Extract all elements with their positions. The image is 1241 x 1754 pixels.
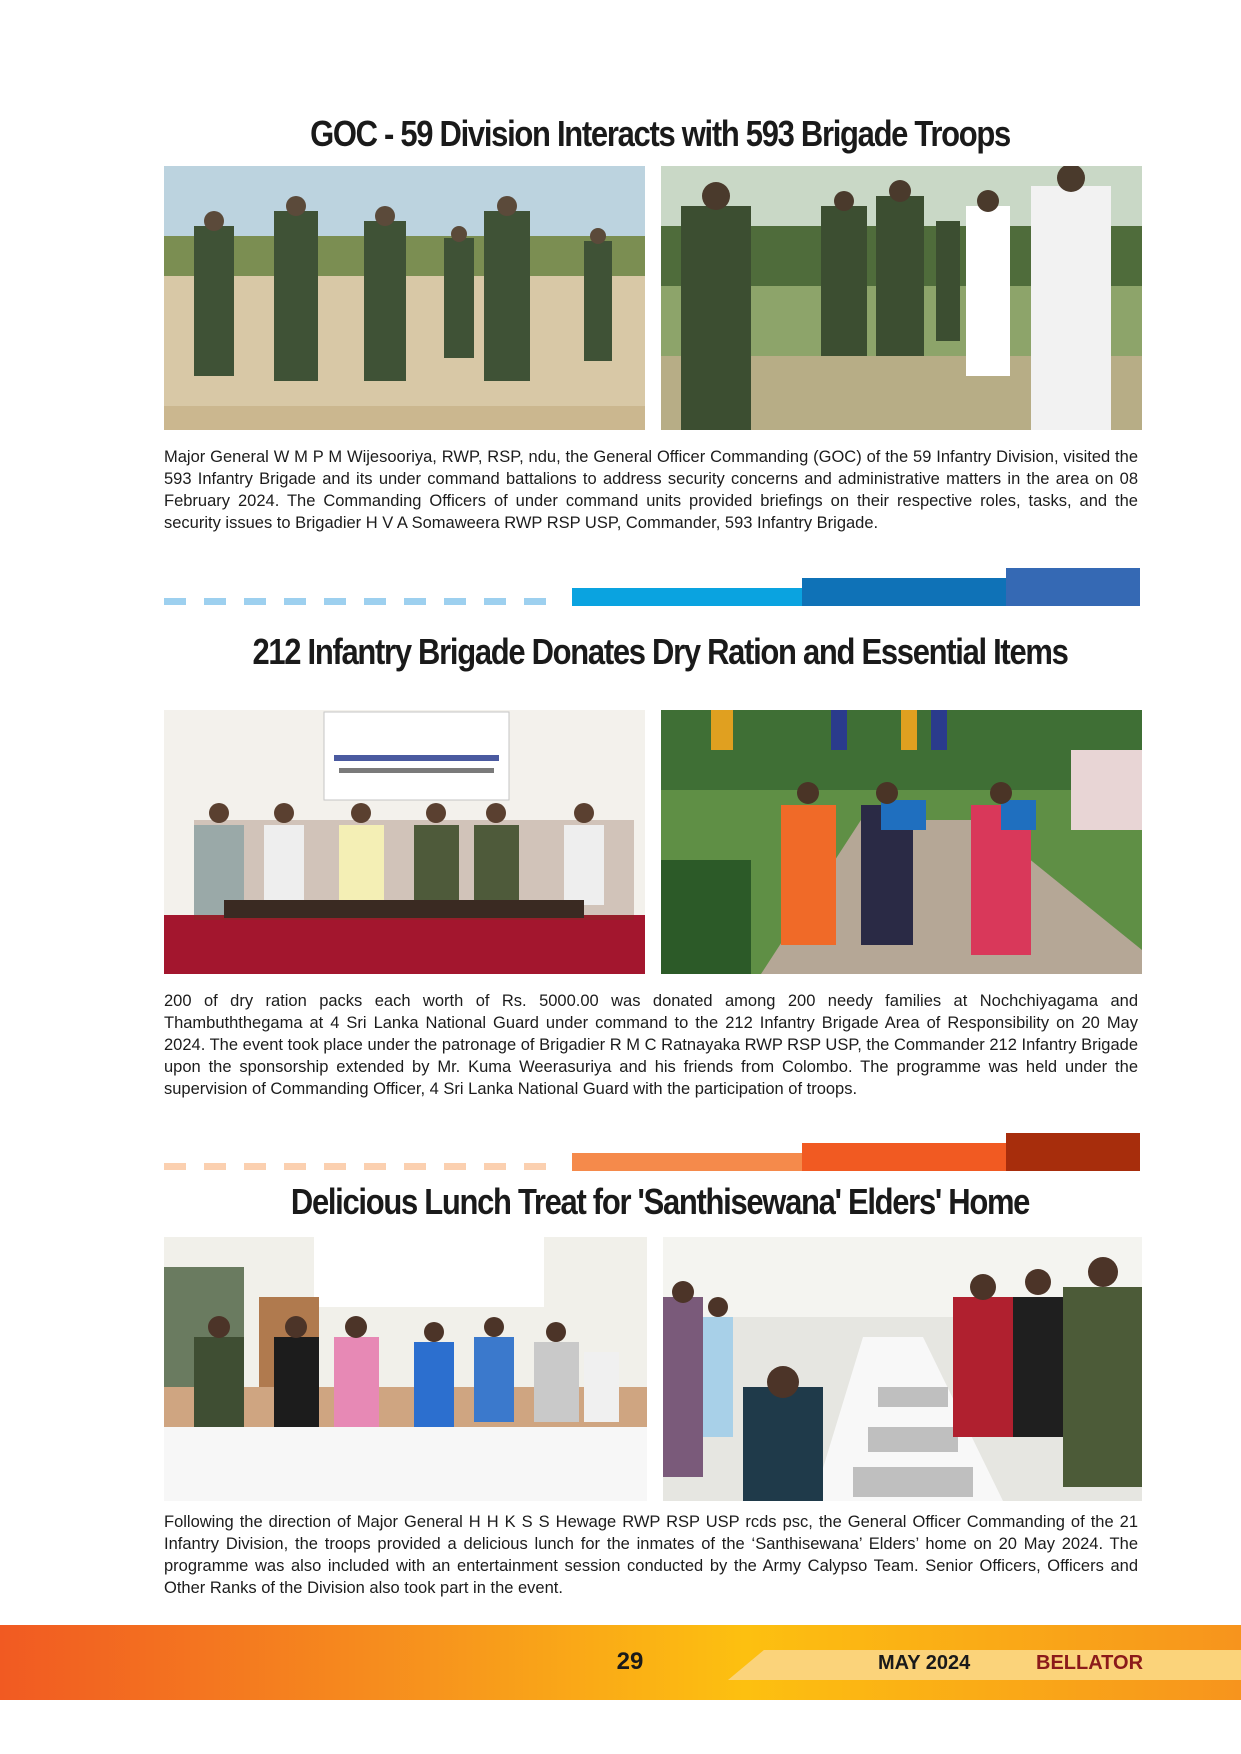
photo-troops-walking xyxy=(164,166,645,430)
photo-goc-briefing xyxy=(661,166,1142,430)
section-3-title: Delicious Lunch Treat for 'Santhisewana' Elders' Home xyxy=(290,1181,1030,1222)
divider-blue xyxy=(164,568,1140,606)
photo-ceremony-guests xyxy=(164,710,645,974)
page-number: 29 xyxy=(616,1648,644,1675)
photo-elders-seated xyxy=(164,1237,647,1501)
footer-ribbon xyxy=(728,1650,1241,1680)
photo-ration-distribution xyxy=(661,710,1142,974)
section-1-body: Major General W M P M Wijesooriya, RWP, RSP, ndu, the General Officer Commanding (GOC) of the 59 Infantry Division, visited the 593 Infantry Brigade and its under command battalions to address security concerns and administrative matters in the area on 08 February 2024. The Commanding Officers of under command units provided briefings on their respective roles, tasks, and the security issues to Brigadier H V A Somaweera RWP RSP USP, Commander, 593 Infantry Brigade. xyxy=(164,448,1138,532)
section-1-title: GOC - 59 Division Interacts with 593 Brigade Troops xyxy=(310,113,1010,154)
photo-lunch-serving xyxy=(663,1237,1142,1501)
section-2-body: 200 of dry ration packs each worth of Rs. 5000.00 was donated among 200 needy families at Nochchiyagama and Thambuththegama at 4 Sri Lanka National Guard under command to the 212 Infantry Brigade Area of Responsibility on 20 May 2024. The event took place under the patronage of Brigadier R M C Ratnayaka RWP RSP USP, the Commander 212 Infantry Brigade upon the sponsorship extended by Mr. Kuma Weerasuriya and his friends from Colombo. The programme was held under the supervision of Commanding Officer, 4 Sri Lanka National Guard with the participation of troops. xyxy=(164,992,1138,1098)
section-3-body: Following the direction of Major General H H K S S Hewage RWP RSP USP rcds psc, the General Officer Commanding of the 21 Infantry Division, the troops provided a delicious lunch for the inmates of the ‘Santhisewana’ Elders’ home on 20 May 2024. The programme was also included with an entertainment session conducted by the Army Calypso Team. Senior Officers, Officers and Other Ranks of the Division also took part in the event. xyxy=(164,1513,1138,1597)
section-2-title: 212 Infantry Brigade Donates Dry Ration and Essential Items xyxy=(252,631,1068,672)
divider-orange xyxy=(164,1133,1140,1171)
issue-date: MAY 2024 xyxy=(878,1652,971,1674)
magazine-name: BELLATOR xyxy=(1036,1652,1144,1674)
